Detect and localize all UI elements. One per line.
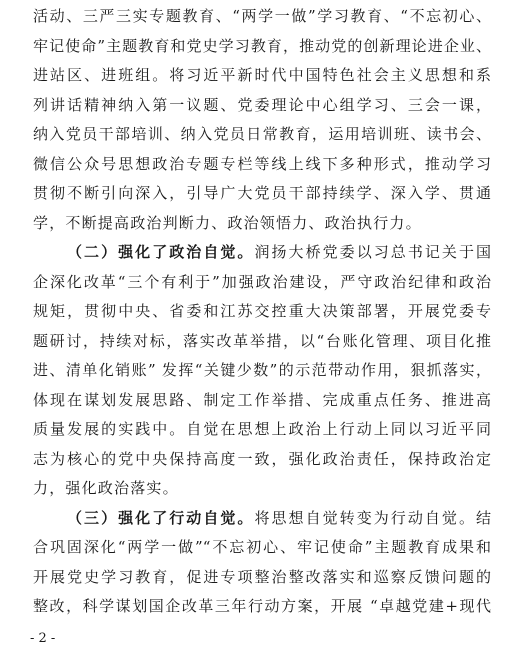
section-text: 将思想自觉转变为行动自觉。结	[254, 508, 491, 527]
text-line: 志为核心的党中央保持高度一致，强化政治责任，保持政治定	[33, 449, 491, 468]
text-line: 力，强化政治落实。	[33, 479, 179, 497]
text-line: 质量发展的实践中。自觉在思想上政治上行动上同以习近平同	[33, 420, 491, 438]
text-line: 进、清单化销账” 发挥“关键少数”的示范带动作用，狠抓落实，	[33, 361, 491, 379]
text-line: 牢记使命”主题教育和党史学习教育，推动党的创新理论进企业、	[33, 36, 491, 55]
section-heading: （二）强化了政治自觉。	[67, 243, 255, 261]
section-text: 润扬大桥党委以习总书记关于国	[254, 243, 491, 261]
text-line: 贯彻不断引向深入，引导广大党员干部持续学、深入学、贯通	[33, 184, 491, 202]
text-line: 整改，科学谋划国企改革三年行动方案，开展 “卓越党建+现代	[33, 597, 491, 615]
text-line: 题研讨，持续对标，落实改革举措，以“台账化管理、项目化推	[33, 331, 491, 350]
text-line: 开展党史学习教育，促进专项整治整改落实和巡察反馈问题的	[33, 567, 491, 586]
text-line: 进站区、进班组。将习近平新时代中国特色社会主义思想和系	[33, 66, 491, 84]
text-line: 体现在谋划发展思路、制定工作举措、完成重点任务、推进高	[33, 390, 491, 409]
text-line: 学，不断提高政治判断力、政治领悟力、政治执行力。	[33, 213, 422, 232]
section-heading: （三）强化了行动自觉。	[67, 508, 255, 527]
text-line: 活动、三严三实专题教育、“两学一做”学习教育、“不忘初心、	[33, 7, 491, 25]
document-page	[33, 2, 491, 622]
text-line: 企深化改革“三个有利于”加强政治建设，严守政治纪律和政治	[33, 272, 491, 291]
text-line: 合巩固深化“两学一做”“不忘初心、牢记使命”主题教育成果和	[33, 538, 491, 556]
text-line: 列讲话精神纳入第一议题、党委理论中心组学习、三会一课，	[33, 95, 491, 114]
text-line: 微信公众号思想政治专题专栏等线上线下多种形式，推动学习	[33, 154, 491, 173]
text-line: 规矩，贯彻中央、省委和江苏交控重大决策部署，开展党委专	[33, 302, 491, 320]
text-line: 纳入党员干部培训、纳入党员日常教育，运用培训班、读书会、	[33, 125, 491, 143]
section-line	[33, 238, 491, 268]
page-number: - 2 -	[30, 631, 56, 646]
section-line	[33, 504, 491, 534]
